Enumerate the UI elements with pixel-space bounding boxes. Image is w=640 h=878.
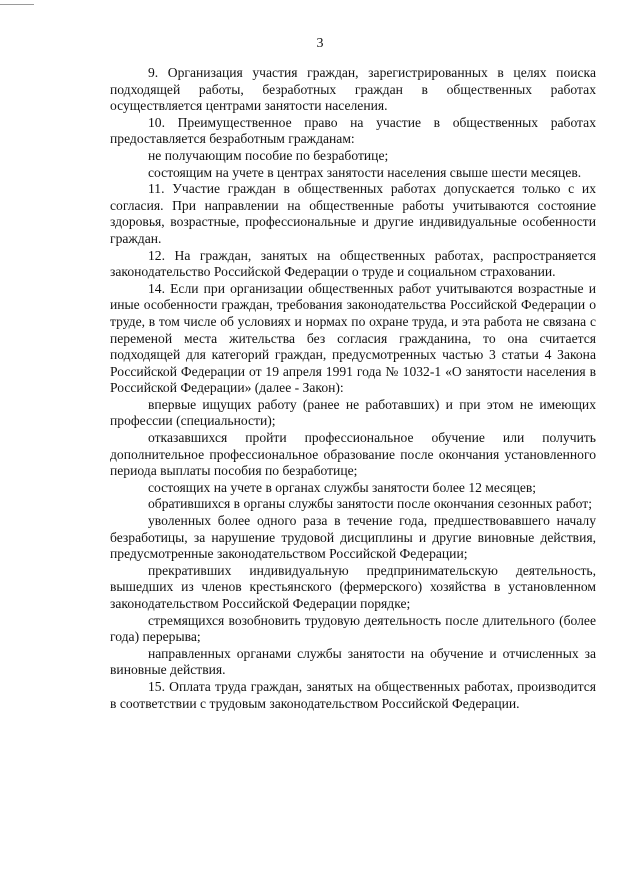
document-body bbox=[110, 65, 596, 712]
paragraph-12: 12. На граждан, занятых на общественных работах, распространяется законодательство Российской Федерации о труде и социальном страховании. bbox=[110, 247, 596, 280]
paragraph-10-item-1: не получающим пособие по безработице; bbox=[148, 147, 389, 163]
page-number: 3 bbox=[316, 36, 324, 51]
paragraph-14-item-4: обратившихся в органы службы занятости после окончания сезонных работ; bbox=[148, 496, 593, 512]
paragraph-14-item-2: отказавшихся пройти профессиональное обучение или получить дополнительное профессиональное образование после окончания установленного периода выплаты пособия по безработице; bbox=[110, 430, 596, 479]
paragraph-10: 10. Преимущественное право на участие в общественных работах предоставляется безработным гражданам: bbox=[110, 114, 596, 147]
paragraph-9: 9. Организация участия граждан, зарегистрированных в целях поиска подходящей работы, безработных граждан в общественных работах осуществляется центрами занятости населения. bbox=[110, 65, 596, 114]
paragraph-10-item-2: состоящим на учете в центрах занятости населения свыше шести месяцев. bbox=[148, 164, 582, 180]
paragraph-14-item-6: прекративших индивидуальную предпринимательскую деятельность, вышедших из членов крестьянского (фермерского) хозяйства в установленном законодательством Российской Федерации порядке; bbox=[110, 562, 596, 611]
paragraph-14-item-7: стремящихся возобновить трудовую деятельность после длительного (более года) перерыва; bbox=[110, 612, 596, 645]
paragraph-11: 11. Участие граждан в общественных работах допускается только с их согласия. При направлении на общественные работы учитываются состояние здоровья, возрастные, профессиональные и другие индивидуальные особенности граждан. bbox=[110, 181, 596, 246]
paragraph-14: 14. Если при организации общественных работ учитываются возрастные и иные особенности граждан, требования законодательства Российской Федерации о труде, в том числе об условиях и нормах по охране труда, и эта работа не связана с переменой места жительства без согласия гражданина, то она считается подходящей для категорий граждан, предусмотренных частью 3 статьи 4 Закона Российской Федерации от 19 апреля 1991 года № 1032-1 «О занятости населения в Российской Федерации» (далее - Закон): bbox=[110, 280, 596, 396]
paragraph-14-item-8: направленных органами службы занятости на обучение и отчисленных за виновные действия. bbox=[110, 645, 596, 678]
paragraph-14-item-3: состоящих на учете в органах службы занятости более 12 месяцев; bbox=[148, 479, 537, 495]
scan-edge-mark bbox=[0, 4, 34, 5]
paragraph-14-item-1: впервые ищущих работу (ранее не работавших) и при этом не имеющих профессии (специальности); bbox=[110, 396, 596, 429]
paragraph-15: 15. Оплата труда граждан, занятых на общественных работах, производится в соответствии с трудовым законодательством Российской Федерации. bbox=[110, 678, 596, 711]
paragraph-14-item-5: уволенных более одного раза в течение года, предшествовавшего началу безработицы, за нарушение трудовой дисциплины и другие виновные действия, предусмотренные законодательством Российской Федерации; bbox=[110, 513, 596, 562]
